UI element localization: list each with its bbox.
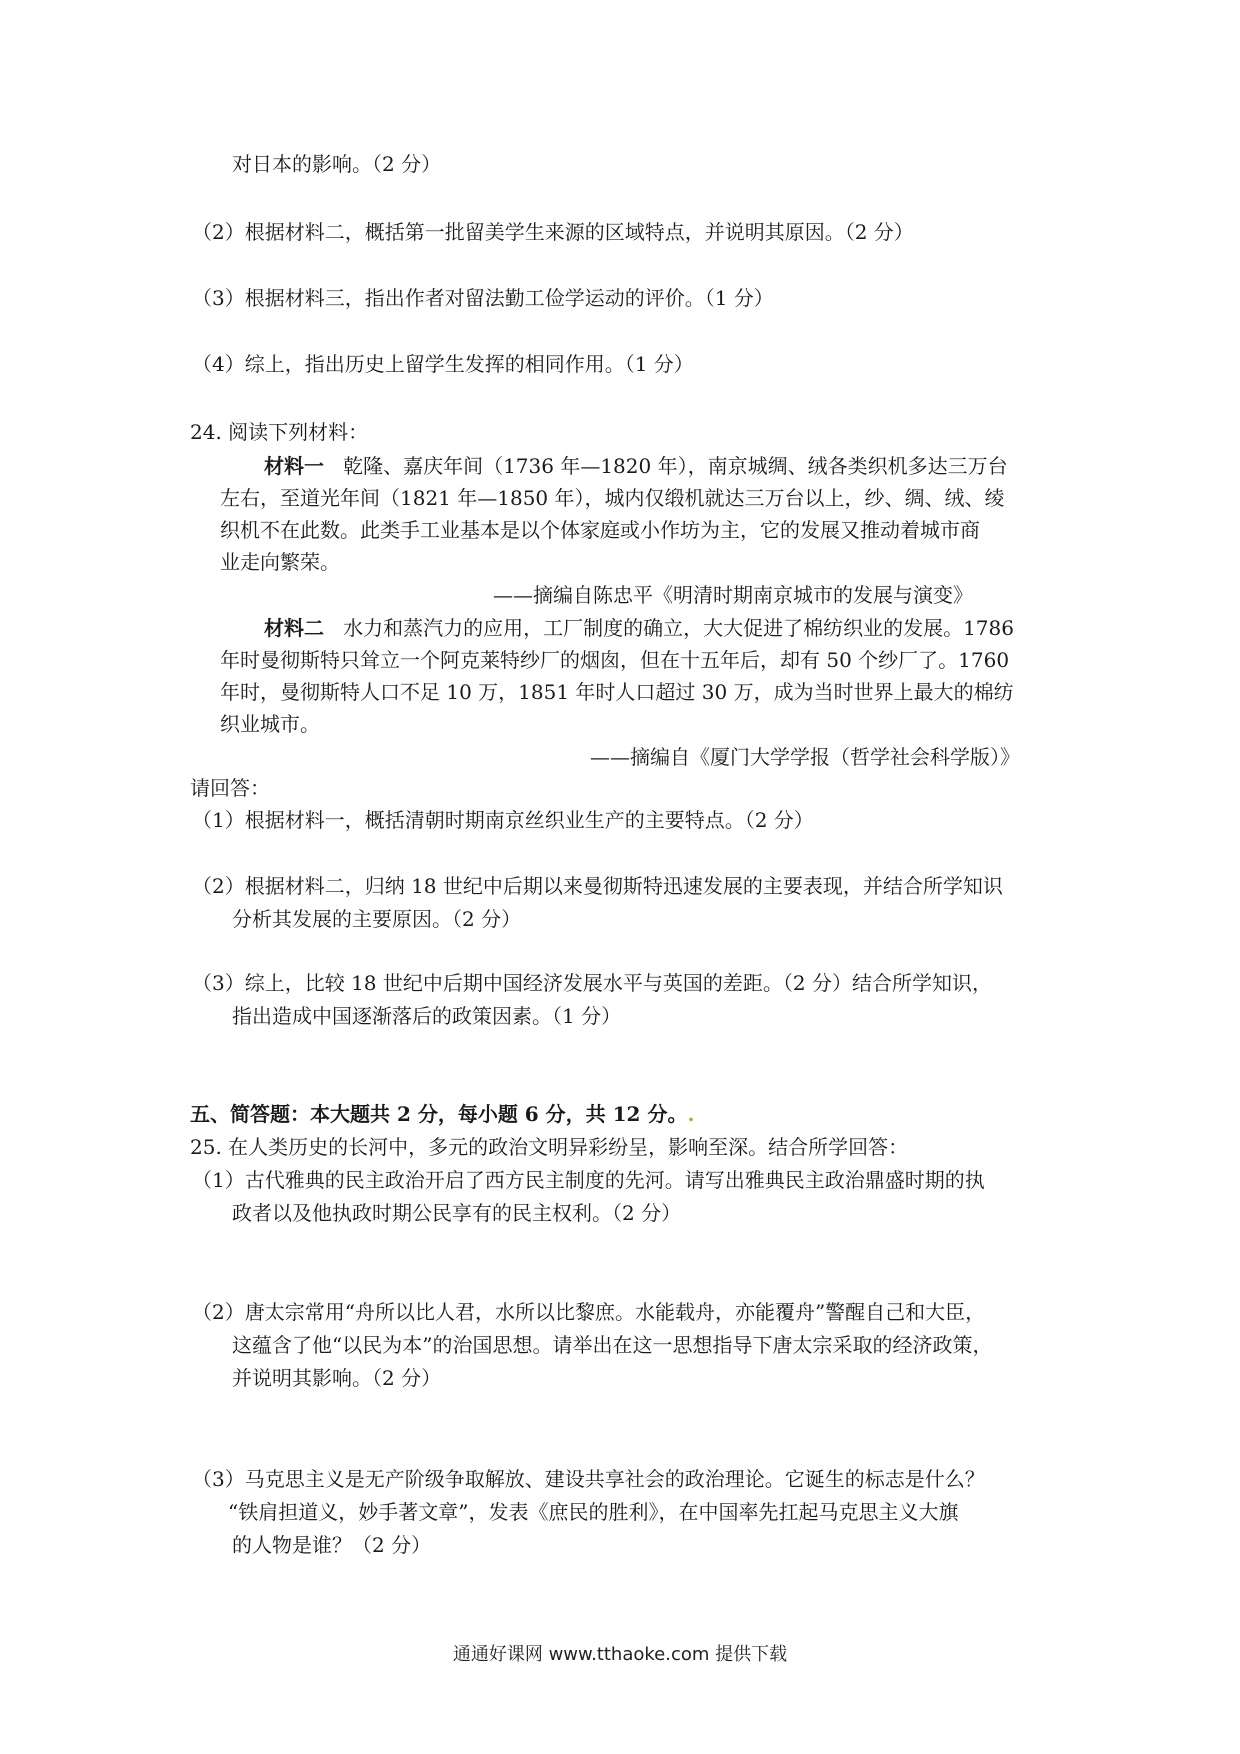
q24-material2-first-line <box>264 614 1014 642</box>
q25-question-2-cont: 并说明其影响。（2 分） <box>232 1366 442 1390</box>
q24-material2-line: 年时，曼彻斯特人口不足 10 万，1851 年时人口超过 30 万，成为当时世界上最大的棉纺 <box>220 680 1014 704</box>
q24-material2-label: 材料二 <box>264 616 324 640</box>
q24-material1-line: 织机不在此数。此类手工业基本是以个体家庭或小作坊为主，它的发展又推动着城市商 <box>220 518 980 542</box>
q25-question-2-cont: 这蕴含了他“以民为本”的治国思想。请举出在这一思想指导下唐太宗采取的经济政策， <box>232 1333 993 1357</box>
q24-material1-line: 业走向繁荣。 <box>220 550 340 574</box>
section5-heading <box>190 1100 694 1128</box>
q23-3: （3）根据材料三，指出作者对留法勤工俭学运动的评价。（1 分） <box>192 286 774 310</box>
q25-question-2: （2）唐太宗常用“舟所以比人君，水所以比黎庶。水能载舟，亦能覆舟”警醒自己和大臣， <box>192 1300 986 1324</box>
q24-question-2-cont: 分析其发展的主要原因。（2 分） <box>232 907 522 931</box>
q24-heading: 24. 阅读下列材料： <box>190 420 369 444</box>
q25-question-1: （1）古代雅典的民主政治开启了西方民主制度的先河。请写出雅典民主政治鼎盛时期的执 <box>192 1168 985 1192</box>
q24-material2-line: 年时曼彻斯特只耸立一个阿克莱特纱厂的烟囱，但在十五年后，却有 50 个纱厂了。1760 <box>220 648 1010 672</box>
q24-question-2: （2）根据材料二，归纳 18 世纪中后期以来曼彻斯特迅速发展的主要表现，并结合所学知识 <box>192 874 1003 898</box>
q24-material1-first-line <box>264 452 1008 480</box>
q24-material1-source: ——摘编自陈忠平《明清时期南京城市的发展与演变》 <box>493 583 973 607</box>
q24-material1-line: 乾隆、嘉庆年间（1736 年—1820 年），南京城绸、绒各类织机多达三万台 <box>343 454 1008 478</box>
q25-question-3: （3）马克思主义是无产阶级争取解放、建设共享社会的政治理论。它诞生的标志是什么？ <box>192 1467 985 1491</box>
q24-question-3-cont: 指出造成中国逐渐落后的政策因素。（1 分） <box>232 1004 622 1028</box>
ink-dot: . <box>687 1102 695 1126</box>
q24-material2-line: 织业城市。 <box>220 712 320 736</box>
q24-material1-label: 材料一 <box>264 454 324 478</box>
q24-question-3: （3）综上，比较 18 世纪中后期中国经济发展水平与英国的差距。（2 分）结合所学知识， <box>192 971 992 995</box>
q25-question-1-cont: 政者以及他执政时期公民享有的民主权利。（2 分） <box>232 1201 682 1225</box>
q24-material2-line: 水力和蒸汽力的应用，工厂制度的确立，大大促进了棉纺织业的发展。1786 <box>343 616 1014 640</box>
q24-question-1: （1）根据材料一，概括清朝时期南京丝织业生产的主要特点。（2 分） <box>192 808 814 832</box>
q25-heading: 25. 在人类历史的长河中，多元的政治文明异彩纷呈，影响至深。结合所学回答： <box>190 1135 909 1159</box>
q25-question-3-cont: 的人物是谁？（2 分） <box>232 1533 432 1557</box>
q23-2: （2）根据材料二，概括第一批留美学生来源的区域特点，并说明其原因。（2 分） <box>192 220 914 244</box>
q24-material2-source: ——摘编自《厦门大学学报（哲学社会科学版）》 <box>590 745 1020 769</box>
q24-prompt: 请回答： <box>190 776 270 800</box>
q25-question-3-cont: “铁肩担道义，妙手著文章”，发表《庶民的胜利》，在中国率先扛起马克思主义大旗 <box>228 1500 959 1524</box>
section5-heading-text: 五、简答题：本大题共 2 分，每小题 6 分，共 12 分。 <box>190 1102 688 1126</box>
q23-1-tail: 对日本的影响。（2 分） <box>232 152 442 176</box>
footer-download-note: 通通好课网 www.tthaoke.com 提供下载 <box>452 1644 788 1665</box>
q23-4: （4）综上，指出历史上留学生发挥的相同作用。（1 分） <box>192 352 694 376</box>
q24-material1-line: 左右，至道光年间（1821 年—1850 年），城内仅缎机就达三万台以上，纱、绸、绒、绫 <box>220 486 1005 510</box>
